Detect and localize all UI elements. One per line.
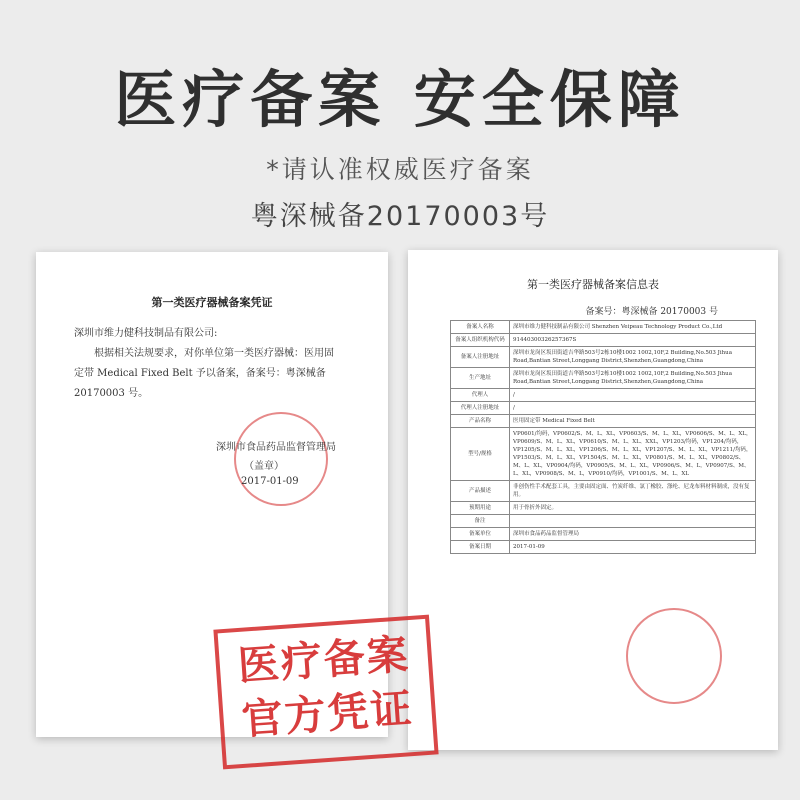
record-number: 粤深械备20170003号 <box>250 201 550 232</box>
info-table-record-no: 备案号：粤深械备 20170003 号 <box>585 307 718 317</box>
table-row <box>451 347 756 368</box>
row-value: 深圳市食品药品监督管理局 <box>510 528 756 541</box>
row-value: VP0601/均码，VP0602/S、M、L、XL，VP0603/S、M、L、XL，VP0606/S、M、L、XL，VP0609/S、M、L、XL，VP0610/S、M、L、XL、XXL，VP1203/均码，VP1204/均码，VP1205/S、M、L、XL，VP1206/S、M、L、XL，VP1207/S、M、L、XL，VP1211/均码，VP1503/S、M、L、XL，VP1504/S、M、L、XL，VP0801/S、M、L、XL，VP0802/S、M、L、XL，VP0904/均码，VP0905/S、M、L、XL，VP0906/S、M、L，VP0907/S、M、L、XL，VP0908/S、M、L，VP0910/均码，VP1001/S、M、L、XL <box>510 428 756 481</box>
row-key: 产品描述 <box>451 481 510 502</box>
row-key: 备案人名称 <box>451 321 510 334</box>
certificate-text-line: 根据相关法规要求，对你单位第一类医疗器械：医用固 <box>94 348 334 359</box>
table-row <box>451 389 756 402</box>
row-key: 备案日期 <box>451 541 510 554</box>
row-value: 91440300326257367S <box>510 334 756 347</box>
info-table-document <box>408 250 778 750</box>
certificate-text-line: 定带 Medical Fixed Belt 予以备案，备案号：粤深械备 <box>74 368 326 379</box>
row-value: / <box>510 402 756 415</box>
table-row <box>451 368 756 389</box>
certificate-seal-note: （盖章） <box>244 461 284 472</box>
table-row <box>451 402 756 415</box>
row-value: 医用固定带 Medical Fixed Belt <box>510 415 756 428</box>
row-key: 预期用途 <box>451 502 510 515</box>
row-key: 生产地址 <box>451 368 510 389</box>
stamp-line: 医疗备案 <box>236 630 412 691</box>
certificate-title: 第一类医疗器械备案凭证 <box>151 296 273 309</box>
page-headline: 医疗备案 安全保障 <box>114 63 686 136</box>
table-row <box>451 541 756 554</box>
stamp-line: 官方凭证 <box>240 684 415 744</box>
verification-note: *请认准权威医疗备案 <box>266 155 534 184</box>
row-value: / <box>510 389 756 402</box>
certificate-date: 2017-01-09 <box>241 476 299 487</box>
certificate-text-line: 20170003 号。 <box>74 388 149 399</box>
row-value: 深圳市龙岗区坂田街道吉华路503号2栋10楼1002 1002,10F,2 Building,No.503 Jihua Road,Bantian Street,Longgang District,Shenzhen,Guangdong,China <box>510 368 756 389</box>
row-value: 非创伤性手术配套工具，主要由固定面、竹炭纤维、氯丁橡胶、涤纶、尼龙布料材料制成，没有复用。 <box>510 481 756 502</box>
row-key: 代理人 <box>451 389 510 402</box>
row-value: 深圳市龙岗区坂田街道吉华路503号2栋10楼1002 1002,10F,2 Building,No.503 Jihua Road,Bantian Street,Longgang District,Shenzhen,Guangdong,China <box>510 347 756 368</box>
table-row <box>451 321 756 334</box>
row-key: 代理人注册地址 <box>451 402 510 415</box>
row-value: 2017-01-09 <box>510 541 756 554</box>
table-row <box>451 528 756 541</box>
certification-stamp <box>213 615 438 770</box>
row-value <box>510 515 756 528</box>
table-row <box>451 428 756 481</box>
info-table <box>450 320 756 554</box>
row-key: 备案人组织机构代码 <box>451 334 510 347</box>
row-value: 深圳市维力健科技制品有限公司 Shenzhen Veipeau Technology Product Co.,Ltd <box>510 321 756 334</box>
row-key: 产品名称 <box>451 415 510 428</box>
info-table-title: 第一类医疗器械备案信息表 <box>527 278 659 291</box>
table-row <box>451 334 756 347</box>
row-value: 用于骨折外固定。 <box>510 502 756 515</box>
table-row <box>451 415 756 428</box>
row-key: 备注 <box>451 515 510 528</box>
table-row <box>451 481 756 502</box>
row-key: 备案单位 <box>451 528 510 541</box>
table-row <box>451 515 756 528</box>
row-key: 型号/规格 <box>451 428 510 481</box>
certificate-recipient: 深圳市维力健科技制品有限公司: <box>74 328 218 339</box>
certificate-body <box>74 324 364 404</box>
table-row <box>451 502 756 515</box>
row-key: 备案人注册地址 <box>451 347 510 368</box>
certificate-issuer: 深圳市食品药品监督管理局 <box>216 442 336 453</box>
official-seal <box>626 608 722 704</box>
